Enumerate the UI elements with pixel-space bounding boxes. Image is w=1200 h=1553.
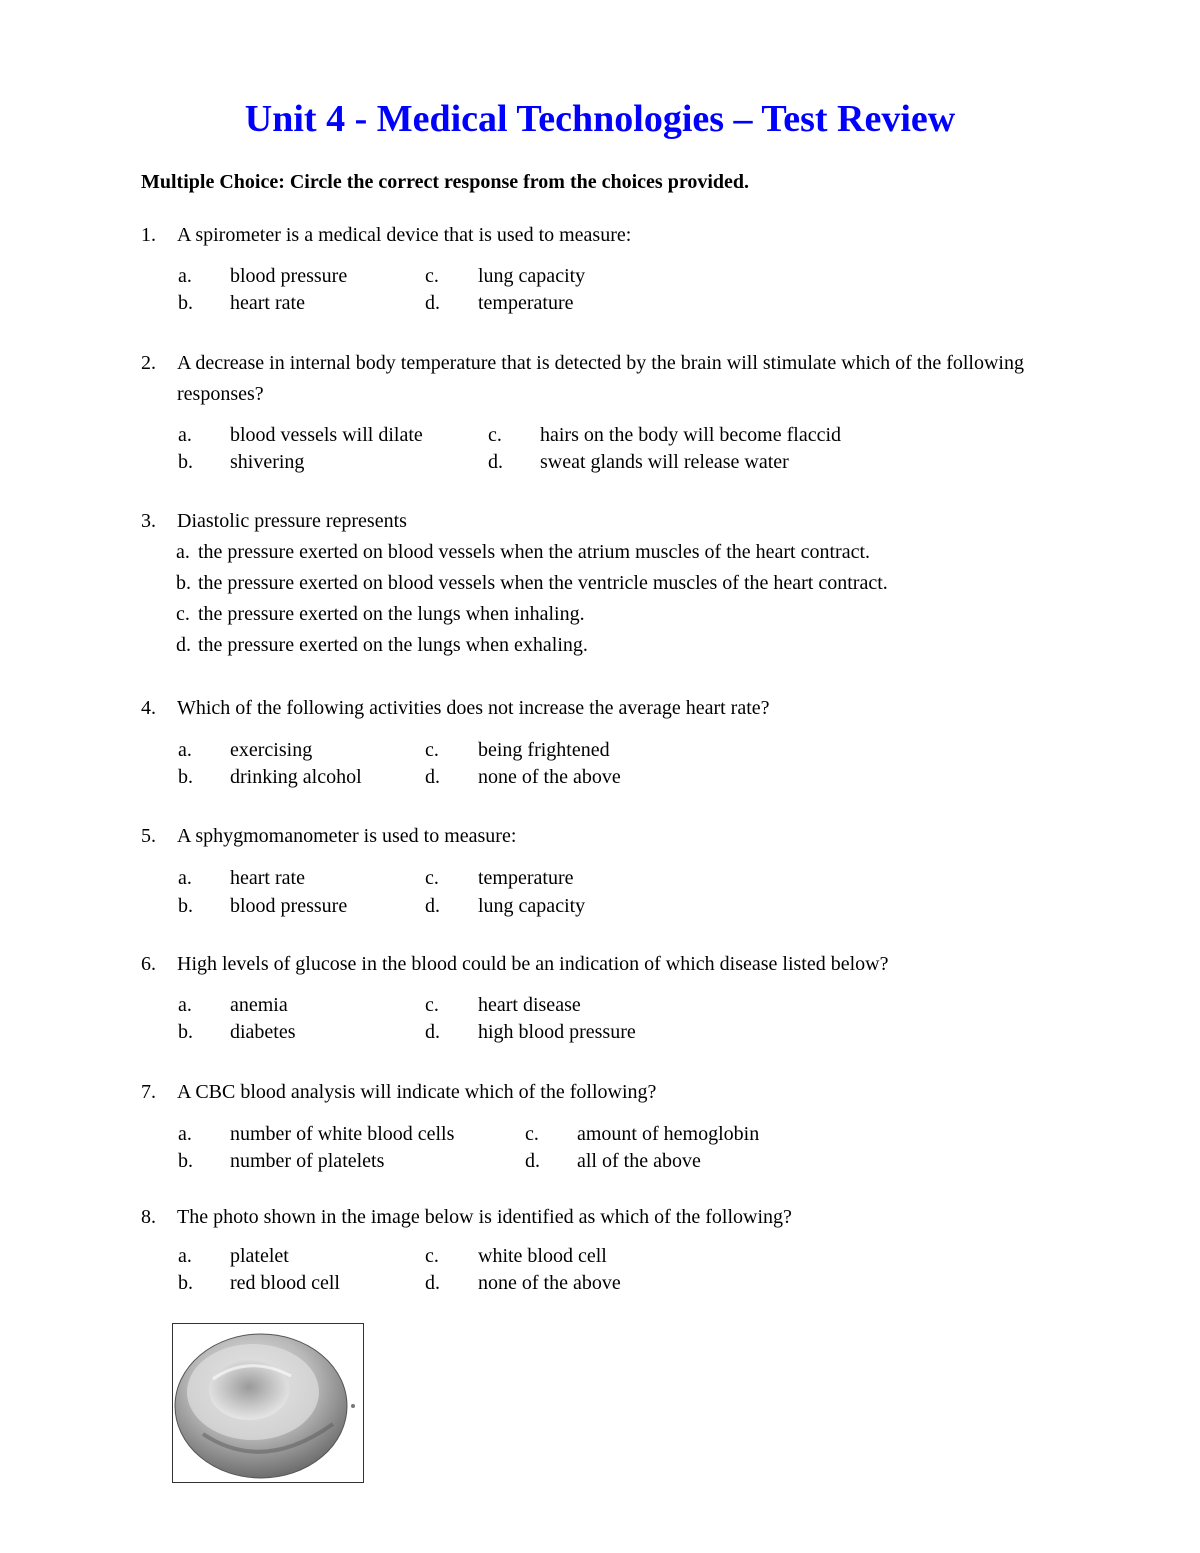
option-letter: c. xyxy=(425,265,439,287)
option-letter: c. xyxy=(425,867,439,889)
option-text: red blood cell xyxy=(230,1272,340,1294)
option-text: the pressure exerted on the lungs when inhaling. xyxy=(198,603,585,625)
option-text: the pressure exerted on the lungs when exhaling. xyxy=(198,634,588,656)
option-text: white blood cell xyxy=(478,1245,607,1267)
option-text: the pressure exerted on blood vessels when the atrium muscles of the heart contract. xyxy=(198,541,871,563)
option-text: platelet xyxy=(230,1245,289,1267)
option-letter: a. xyxy=(178,424,192,446)
option-letter: d. xyxy=(425,1272,440,1294)
option-letter: b. xyxy=(178,1272,193,1294)
option-letter: c. xyxy=(488,424,502,446)
option-text: number of white blood cells xyxy=(230,1123,455,1145)
option-letter: c. xyxy=(176,603,190,625)
option-letter: b. xyxy=(178,451,193,473)
option-text: exercising xyxy=(230,739,313,761)
option-text: amount of hemoglobin xyxy=(577,1123,760,1145)
option-text: heart rate xyxy=(230,867,305,889)
option-letter: d. xyxy=(488,451,503,473)
option-text: drinking alcohol xyxy=(230,766,362,788)
page-title: Unit 4 - Medical Technologies – Test Review xyxy=(244,98,956,140)
question-text: A decrease in internal body temperature that is detected by the brain will stimulate which of the following responses? xyxy=(177,352,1024,405)
option-letter: d. xyxy=(425,766,440,788)
option-letter: d. xyxy=(425,895,440,917)
option-letter: d. xyxy=(525,1150,540,1172)
option-text: sweat glands will release water xyxy=(540,451,789,473)
option-text: number of platelets xyxy=(230,1150,385,1172)
option-text: blood vessels will dilate xyxy=(230,424,423,446)
option-letter: a. xyxy=(178,867,192,889)
question-text: Which of the following activities does not increase the average heart rate? xyxy=(177,697,770,719)
question-number: 5. xyxy=(141,825,156,847)
question-text: A spirometer is a medical device that is used to measure: xyxy=(177,224,632,246)
red-blood-cell-micrograph xyxy=(172,1323,364,1483)
option-letter: b. xyxy=(176,572,191,594)
option-letter: c. xyxy=(525,1123,539,1145)
question-text: A CBC blood analysis will indicate which of the following? xyxy=(177,1081,657,1103)
option-text: shivering xyxy=(230,451,305,473)
option-letter: b. xyxy=(178,766,193,788)
option-letter: a. xyxy=(178,1245,192,1267)
question-number: 8. xyxy=(141,1206,156,1228)
question-text: The photo shown in the image below is identified as which of the following? xyxy=(177,1206,792,1228)
option-text: high blood pressure xyxy=(478,1021,636,1043)
question-number: 2. xyxy=(141,352,156,374)
option-text: none of the above xyxy=(478,1272,621,1294)
option-letter: c. xyxy=(425,739,439,761)
option-letter: a. xyxy=(178,739,192,761)
option-text: blood pressure xyxy=(230,265,348,287)
option-letter: d. xyxy=(425,292,440,314)
question-text: Diastolic pressure represents xyxy=(177,510,407,532)
option-text: the pressure exerted on blood vessels when the ventricle muscles of the heart contract. xyxy=(198,572,888,594)
option-text: temperature xyxy=(478,867,574,889)
option-letter: a. xyxy=(178,994,192,1016)
option-letter: b. xyxy=(178,292,193,314)
option-letter: a. xyxy=(178,1123,192,1145)
instructions: Multiple Choice: Circle the correct response from the choices provided. xyxy=(141,171,750,193)
option-letter: b. xyxy=(178,1150,193,1172)
option-text: lung capacity xyxy=(478,265,586,287)
option-letter: a. xyxy=(176,541,190,563)
question-number: 4. xyxy=(141,697,156,719)
option-text: temperature xyxy=(478,292,574,314)
option-text: diabetes xyxy=(230,1021,296,1043)
option-text: being frightened xyxy=(478,739,610,761)
option-text: none of the above xyxy=(478,766,621,788)
question-number: 7. xyxy=(141,1081,156,1103)
question-text: High levels of glucose in the blood could be an indication of which disease listed below? xyxy=(177,953,889,975)
question-number: 6. xyxy=(141,953,156,975)
option-letter: c. xyxy=(425,1245,439,1267)
option-letter: b. xyxy=(178,1021,193,1043)
question-number: 3. xyxy=(141,510,156,532)
question-number: 1. xyxy=(141,224,156,246)
option-letter: d. xyxy=(176,634,191,656)
option-text: hairs on the body will become flaccid xyxy=(540,424,842,446)
question-text: A sphygmomanometer is used to measure: xyxy=(177,825,517,847)
option-text: blood pressure xyxy=(230,895,348,917)
option-letter: a. xyxy=(178,265,192,287)
option-text: all of the above xyxy=(577,1150,701,1172)
option-letter: d. xyxy=(425,1021,440,1043)
option-text: lung capacity xyxy=(478,895,586,917)
option-text: heart disease xyxy=(478,994,581,1016)
option-letter: b. xyxy=(178,895,193,917)
option-text: heart rate xyxy=(230,292,305,314)
option-text: anemia xyxy=(230,994,288,1016)
option-letter: c. xyxy=(425,994,439,1016)
